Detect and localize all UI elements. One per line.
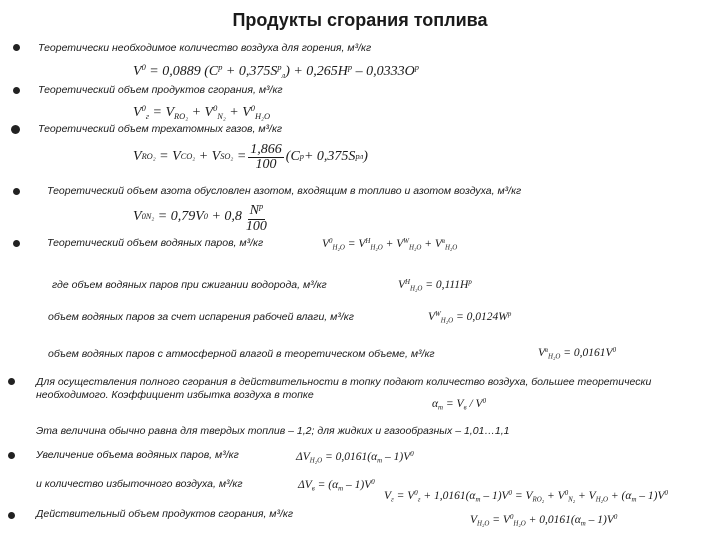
bullet-icon: [8, 378, 15, 385]
formula-actual-water-volume: $V_{H_2O} = V^0_{H_2O} + 0,0161(\alpha_т - 1)V^0$: [470, 514, 618, 528]
formula-water-w: $V^W_{H_2O} = 0,0124W^р$: [428, 311, 512, 325]
bullet-icon: [8, 452, 15, 459]
item-excess-value-text: Эта величина обычно равна для твердых топлив – 1,2; для жидких и газообразных – 1,01…1,1: [36, 425, 510, 437]
item-water-h-text: где объем водяных паров при сжигании водорода, м³/кг: [52, 279, 327, 291]
formula-excess-quantity: $\Delta V_в = (\alpha_т - 1)V^0$: [298, 479, 375, 493]
formula-water-h: $V^H_{H_2O} = 0,111H^р$: [398, 279, 472, 293]
bullet-icon: [13, 240, 20, 247]
bullet-icon: [11, 125, 20, 134]
item-actual-text: Действительный объем продуктов сгорания, м³/кг: [36, 508, 294, 520]
bullet-icon: [13, 44, 20, 51]
formula-excess-coefficient: $\alpha_т = V_в / V^0$: [432, 398, 487, 412]
item-nitrogen-text: Теоретический объем азота обусловлен азотом, входящим в топливо и азотом воздуха, м³/кг: [47, 185, 522, 197]
item-excess-air-text: Для осуществления полного сгорания в действительности в топку подают количество воздуха, большее теоретически необходимого. Коэффициент избытка воздуха в топке: [36, 376, 652, 401]
item-water-w-text: объем водяных паров за счет испарения рабочей влаги, м³/кг: [48, 311, 354, 323]
item-triatomic-text: Теоретический объем трехатомных газов, м³/кг: [38, 123, 283, 135]
formula-water-increase: $\Delta V_{H_2O} = 0,0161(\alpha_т - 1)V^0$: [296, 451, 414, 465]
formula-triatomic: V RO₂ = V CO₂ + V SO₂ = $\frac{1,866}{100}$ (C р + 0,375S р л ): [133, 141, 368, 172]
bullet-icon: [13, 188, 20, 195]
page-title: Продукты сгорания топлива: [232, 10, 488, 30]
formula-water: $V^0_{H_2O} = V^H_{H_2O} + V^W_{H_2O} + V^в_{H_2O}$: [322, 238, 458, 252]
formula-nitrogen: V 0 N₂ = 0,79V 0 + 0,8 $\frac{N^р}{100}$: [133, 202, 267, 234]
item-water-increase-text: Увеличение объема водяных паров, м³/кг: [36, 449, 239, 461]
formula-water-air: $V^в_{H_2O} = 0,0161V^0$: [538, 347, 617, 361]
bullet-icon: [8, 512, 15, 519]
item-products-text: Теоретический объем продуктов сгорания, м³/кг: [38, 84, 283, 96]
item-excess-quantity-text: и количество избыточного воздуха, м³/кг: [36, 478, 243, 490]
item-water-air-text: объем водяных паров с атмосферной влагой в теоретическом объеме, м³/кг: [48, 348, 435, 360]
bullet-icon: [13, 87, 20, 94]
item-air-text: Теоретически необходимое количество воздуха для горения, м³/кг: [38, 42, 372, 54]
item-water-text: Теоретический объем водяных паров, м³/кг: [47, 237, 264, 249]
formula-actual-gas-volume: $V_г = V^0_г + 1,0161(\alpha_т - 1)V^0 = V_{RO_2} + V^0_{N_2} + V_{H_2O} + (\alpha_т - 1)V^0$: [384, 490, 668, 504]
formula-air: $V^0 = 0,0889$ $(C^р + 0,375S^р_л) + 0,265H^р - 0,0333O^р$: [133, 63, 419, 80]
formula-products: $V^0_г = V_{RO_2} + V^0_{N_2} + V^0_{H_2O}$: [133, 104, 270, 121]
